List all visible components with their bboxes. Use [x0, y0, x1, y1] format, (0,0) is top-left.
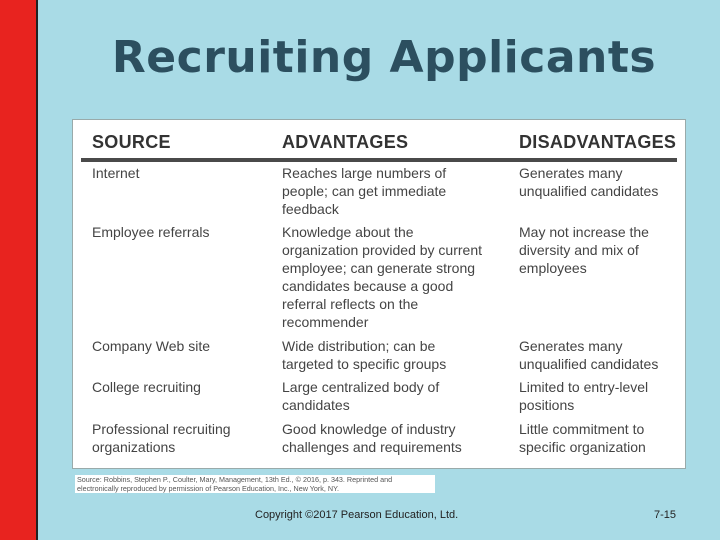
- source-cell: Employee referrals: [92, 224, 210, 240]
- header-disadvantages: DISADVANTAGES: [519, 132, 677, 152]
- advantages-cell: Reaches large numbers of people; can get immediate feedback: [282, 165, 447, 217]
- header-source: SOURCE: [92, 132, 171, 152]
- page-number: 7-15: [654, 509, 677, 521]
- source-cell: Professional recruiting organizations: [92, 421, 231, 455]
- advantages-cell: Knowledge about the organization provided by current employee; can generate strong candidates because a good referral reflects on the recommender: [282, 224, 483, 330]
- source-citation: Source: Robbins, Stephen P., Coulter, Mary, Management, 13th Ed., © 2016, p. 343. Reprinted and electronically reproduced by permission of Pearson Education, Inc., New York, NY.: [75, 475, 435, 493]
- copyright-notice: Copyright ©2017 Pearson Education, Ltd.: [255, 509, 459, 521]
- advantages-cell: Good knowledge of industry challenges and requirements: [282, 421, 462, 455]
- source-cell: Internet: [92, 165, 140, 181]
- advantages-cell: Large centralized body of candidates: [282, 379, 440, 413]
- disadvantages-cell: Generates many unqualified candidates: [519, 165, 659, 199]
- source-cell: Company Web site: [92, 338, 211, 354]
- disadvantages-cell: May not increase the diversity and mix of employees: [519, 224, 649, 276]
- disadvantages-cell: Little commitment to specific organization: [519, 421, 646, 455]
- header-advantages: ADVANTAGES: [282, 132, 409, 152]
- disadvantages-cell: Generates many unqualified candidates: [519, 338, 659, 372]
- recruiting-table: [72, 119, 686, 469]
- source-cell: College recruiting: [92, 379, 201, 395]
- disadvantages-cell: Limited to entry-level positions: [519, 379, 649, 413]
- table-header: [81, 128, 677, 162]
- slide-title: Recruiting Applicants: [111, 32, 657, 83]
- advantages-cell: Wide distribution; can be targeted to specific groups: [282, 338, 447, 372]
